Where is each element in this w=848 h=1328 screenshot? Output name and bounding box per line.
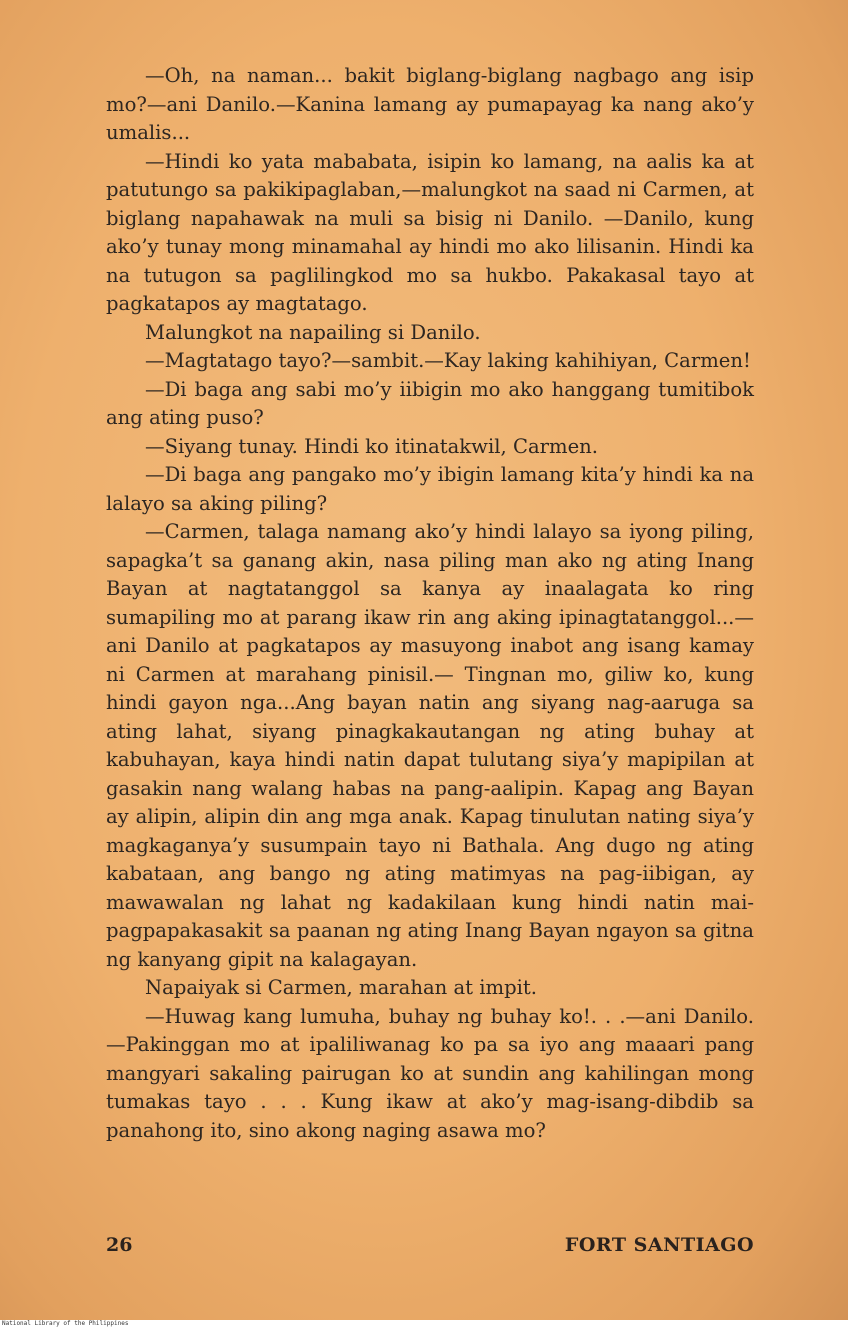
paragraph-6: —Siyang tunay. Hindi ko itinatakwil, Carmen. <box>145 434 599 458</box>
paragraph-5: —Di baga ang sabi mo’y iibigin mo ako hanggang tumitibok ang ating puso? <box>106 377 754 429</box>
page-footer <box>106 1234 754 1264</box>
paragraph-7: —Di baga ang pangako mo’y ibigin lamang kita’y hindi ka na lalayo sa aking piling? <box>106 463 754 515</box>
page-body <box>106 62 754 1145</box>
library-credit: National Library of the Philippines <box>2 1320 129 1327</box>
page-number: 26 <box>106 1234 133 1256</box>
running-title: FORT SANTIAGO <box>564 1234 754 1256</box>
paragraph-3: Malungkot na napailing si Danilo. <box>145 320 481 344</box>
paragraph-9: Napaiyak si Carmen, marahan at impit. <box>145 976 538 999</box>
paragraph-8: —Carmen, talaga namang ako’y hindi lalayo sa iyong piling, sapagka’t sa ganang akin, nasa piling man ako ng ating Inang Bayan at nagtatanggol sa kanya ay inaalagata ko ring sumapiling mo at parang ikaw rin ang aking ipinagtatanggol...—ani Danilo at pagkatapos ay masuyong inabot ang isang kamay ni Carmen at marahang pinisil.— Tingnan mo, giliw ko, kung hindi gayon nga...Ang bayan natin ang siyang nag-aaruga sa ating lahat, siyang pinagkakautangan ng ating buhay at kabuhayan, kaya hindi natin dapat tulutang siya’y mapipilan at gasakin nang walang habas na pang-aalipin. Kapag ang Bayan ay alipin, alipin din ang mga anak. Kapag tinulutan nating siya’y magkaganya’y susumpain tayo ni Bathala. Ang dugo ng ating kabataan, ang bango ng ating matimyas na pag-iibigan, ay mawawalan ng lahat ng kadakilaan kung hindi natin maipagpapakasakit sa paanan ng ating Inang Bayan ngayon sa gitna ng kanyang gipit na kalagayan. <box>106 520 754 971</box>
paragraph-4: —Magtatago tayo?—sambit.—Kay laking kahihiyan, Carmen! <box>145 349 751 372</box>
paragraph-2: —Hindi ko yata mababata, isipin ko lamang, na aalis ka at patutungo sa pakikipaglaban,—malungkot na saad ni Carmen, at biglang napahawak na muli sa bisig ni Danilo. —Danilo, kung ako’y tunay mong minamahal ay hindi mo ako lilisanin. Hindi ka na tutugon sa paglilingkod mo sa hukbo. Pakakasal tayo at pagkatapos ay magtatago. <box>106 149 754 315</box>
paragraph-10: —Huwag kang lumuha, buhay ng buhay ko!. . .—ani Danilo.—Pakinggan mo at ipaliliwanag ko pa sa iyo ang maaari pang mangyari sakaling pairugan ko at sundin ang kahilingan mong tumakas tayo . . . Kung ikaw at ako’y mag-isang-dibdib sa panahong ito, sino akong naging asawa mo? <box>106 1004 754 1142</box>
paragraph-1: —Oh, na naman... bakit biglang-biglang nagbago ang isip mo?—ani Danilo.—Kanina lamang ay pumapayag ka nang ako’y umalis... <box>106 64 754 144</box>
